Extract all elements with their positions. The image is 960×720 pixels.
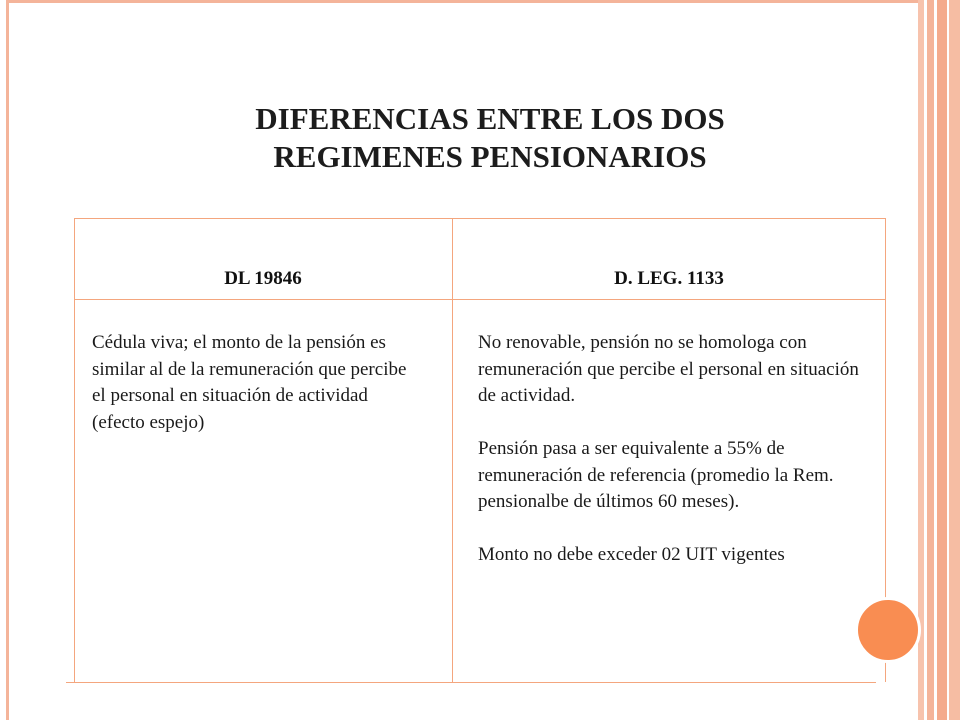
cell-paragraph: Pensión pasa a ser equivalente a 55% de remuneración de referencia (promedio la Rem. pensionalbe de últimos 60 meses). <box>478 438 834 512</box>
cell-paragraph: No renovable, pensión no se homologa con remuneración que percibe el personal en situación de actividad. <box>478 332 859 406</box>
decorative-circle <box>855 597 921 663</box>
table-header-dl-19846: DL 19846 <box>224 268 302 289</box>
table-cell-d-leg-1133 <box>478 330 874 569</box>
table-cell-dl-19846 <box>92 330 422 436</box>
slide-frame-top <box>6 0 922 3</box>
decorative-stripes <box>918 0 960 720</box>
table-border-top <box>74 218 886 219</box>
table-header-d-leg-1133: D. LEG. 1133 <box>614 268 724 289</box>
table-border-bottom <box>66 682 876 683</box>
slide-title <box>130 100 850 176</box>
slide-frame-left <box>6 0 9 720</box>
slide-title-line-1: DIFERENCIAS ENTRE LOS DOS <box>255 101 725 136</box>
cell-paragraph: Cédula viva; el monto de la pensión es similar al de la remuneración que percibe el personal en situación de actividad (efecto espejo) <box>92 332 407 433</box>
comparison-table <box>74 218 886 682</box>
slide-title-line-2: REGIMENES PENSIONARIOS <box>273 139 707 174</box>
table-header-divider <box>74 299 886 300</box>
cell-paragraph: Monto no debe exceder 02 UIT vigentes <box>478 544 785 565</box>
